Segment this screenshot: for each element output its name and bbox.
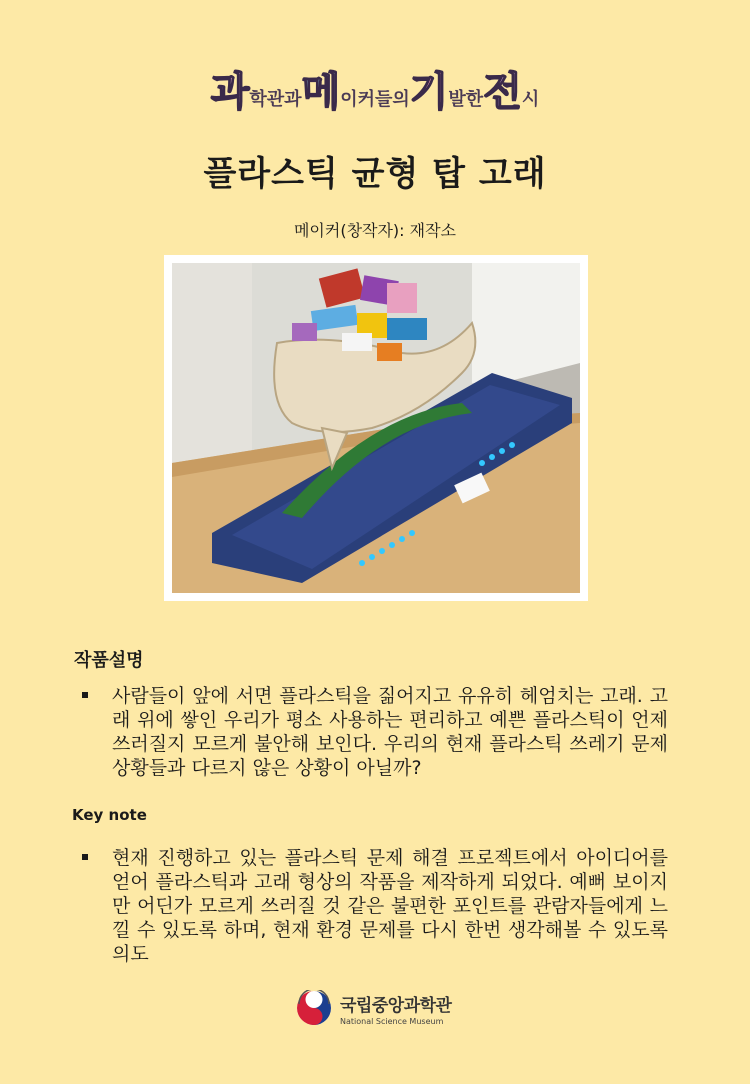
header-part-3: 이커들의	[340, 89, 410, 110]
bullet-square	[82, 692, 88, 698]
header-part-2: 메	[301, 69, 341, 115]
header-part-6: 전	[483, 69, 522, 115]
museum-footer	[296, 990, 451, 1026]
keynote-bullet	[82, 846, 668, 966]
taegeuk-logo-icon	[296, 990, 332, 1026]
keynote-text: 현재 진행하고 있는 플라스틱 문제 해결 프로젝트에서 아이디어를 얻어 플라스틱과 고래 형상의 작품을 제작하게 되었다. 예뻐 보이지만 어딘가 모르게 쓰러질 것 같은 불편한 포인트를 관람자들에게 느낄 수 있도록 하며, 현재 환경 문제를 다시 한번 생각해볼 수 있도록 의도	[112, 847, 668, 965]
museum-name-ko: 국립중앙과학관	[340, 995, 452, 1016]
maker-credit: 메이커(창작자): 재작소	[293, 221, 457, 240]
artwork-photo	[164, 255, 588, 601]
header-part-0: 과	[210, 69, 250, 115]
header-part-7: 시	[521, 89, 540, 110]
description-bullet	[82, 684, 668, 780]
bullet-square	[82, 854, 88, 860]
description-text: 사람들이 앞에 서면 플라스틱을 짊어지고 유유히 헤엄치는 고래. 고래 위에 쌓인 우리가 평소 사용하는 편리하고 예쁜 플라스틱이 언제 쓰러질지 모르게 불안해 보인다. 우리의 현재 플라스틱 쓰레기 문제 상황들과 다르지 않은 상황이 아닐까?	[112, 685, 668, 779]
whale-sculpture-image	[172, 263, 580, 593]
header-part-4: 기	[409, 69, 449, 115]
museum-name-en: National Science Museum	[340, 1016, 444, 1026]
description-heading: 작품설명	[74, 650, 144, 671]
header-part-1: 학관과	[249, 89, 302, 110]
artwork-title: 플라스틱 균형 탑 고래	[203, 154, 547, 194]
keynote-heading: Key note	[72, 806, 147, 824]
header-part-5: 발한	[448, 89, 484, 110]
exhibition-header	[0, 70, 750, 114]
